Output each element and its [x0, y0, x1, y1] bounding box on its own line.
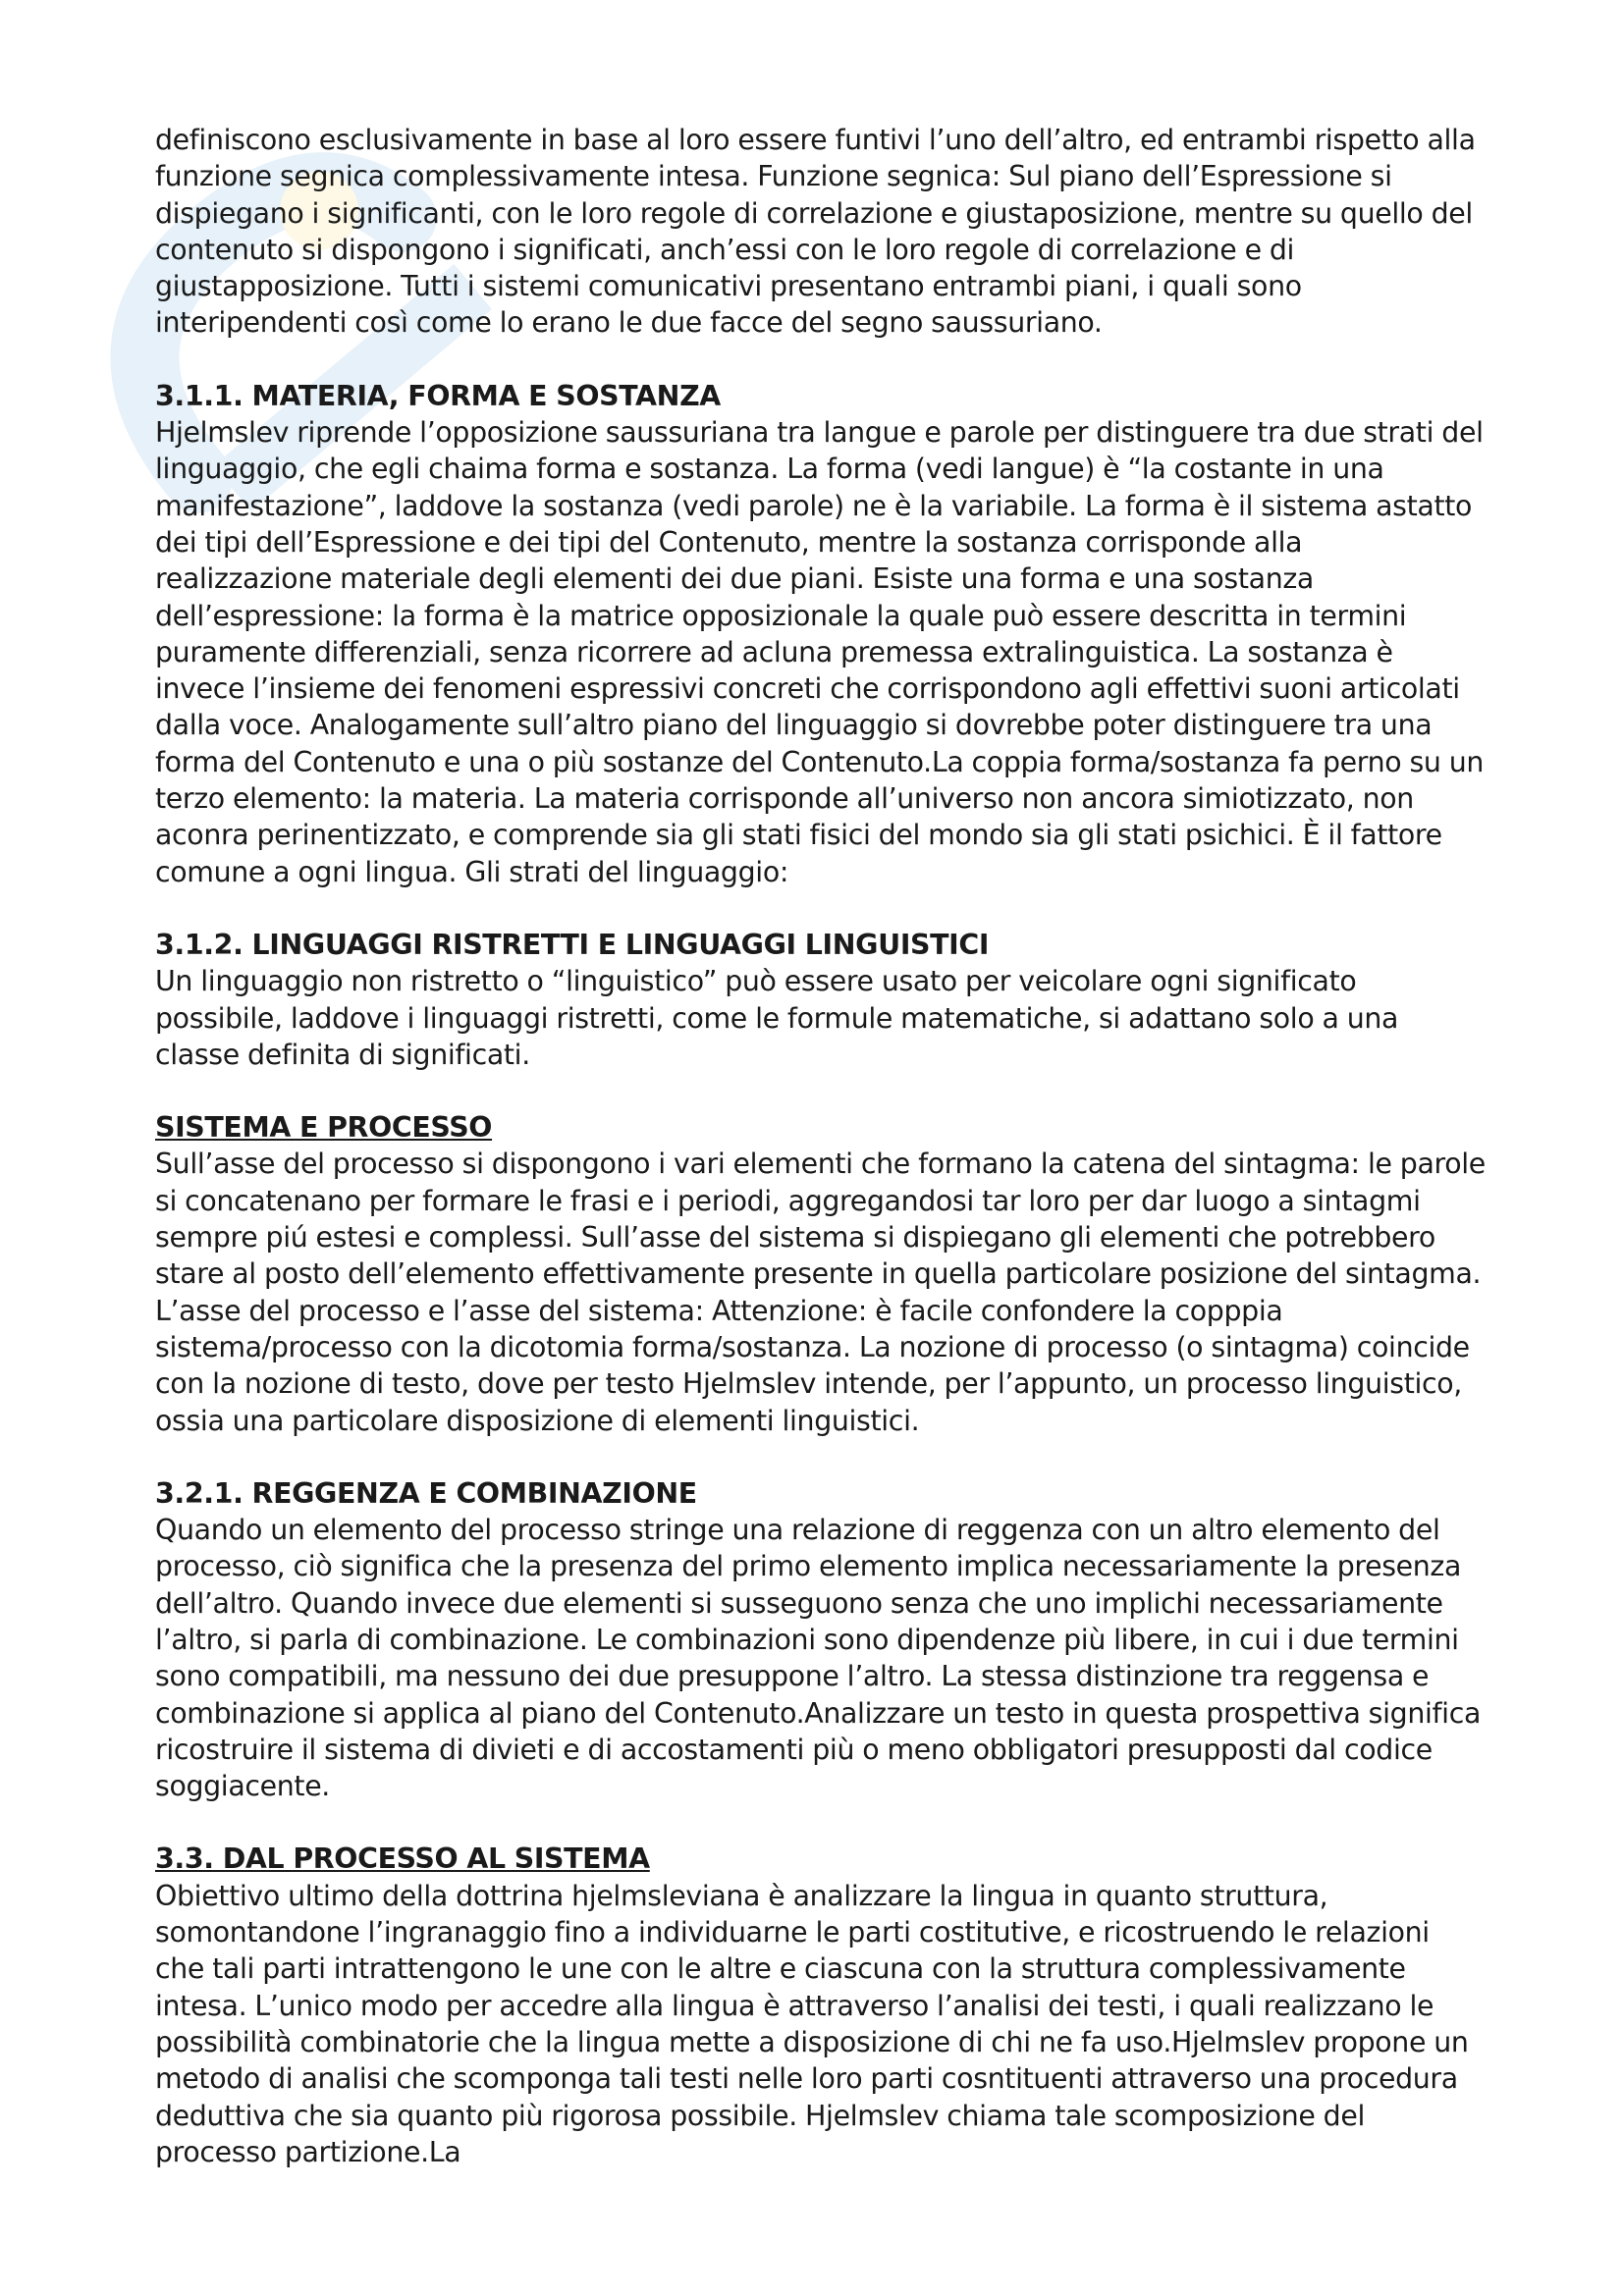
heading-materia-forma-sostanza: 3.1.1. MATERIA, FORMA E SOSTANZA	[155, 379, 721, 412]
paragraph-sistema-processo: Sull’asse del processo si dispongono i vari elementi che formano la catena del sintagma: le parole si concatenano per formare le frasi e i periodi, aggregandosi tar loro per dar luogo a sintagmi sempre piú estesi e complessi. Sull’asse del sistema si dispiegano gli elementi che potrebbero stare al posto dell’elemento effettivamente presente in quella particolare posizione del sintagma. L’asse del processo e l’asse del sistema: Attenzione: è facile confondere la copppia sistema/processo con la dicotomia forma/sostanza. La nozione di processo (o sintagma) coincide con la nozione di testo, dove per testo Hjelmslev intende, per l’appunto, un processo linguistico, ossia una particolare disposizione di elementi linguistici.	[155, 1148, 1486, 1437]
paragraph-intro: definiscono esclusivamente in base al loro essere funtivi l’uno dell’altro, ed entrambi rispetto alla funzione segnica complessivamente intesa. Funzione segnica: Sul piano dell’Espressione si dispiegano i significanti, con le loro regole di correlazione e giustaposizione, mentre su quello del contenuto si dispongono i significati, anch’essi con le loro regole di correlazione e di giustapposizione. Tutti i sistemi comunicativi presentano entrambi piani, i quali sono interipendenti così come lo erano le due facce del segno saussuriano.	[155, 124, 1476, 340]
document-page	[155, 122, 1486, 2170]
paragraph-reggenza-combinazione: Quando un elemento del processo stringe una relazione di reggenza con un altro elemento del processo, ciò significa che la presenza del primo elemento implica necessariamente la presenza dell’altro. Quando invece due elementi si susseguono senza che uno implichi necessariamente l’altro, si parla di combinazione. Le combinazioni sono dipendenze più libere, in cui i due termini sono compatibili, ma nessuno dei due presuppone l’altro. La stessa distinzione tra reggensa e combinazione si applica al piano del Contenuto.Analizzare un testo in questa prospettiva significa ricostruire il sistema di divieti e di accostamenti più o meno obbligatori presupposti dal codice soggiacente.	[155, 1514, 1481, 1803]
heading-reggenza-combinazione: 3.2.1. REGGENZA E COMBINAZIONE	[155, 1476, 697, 1510]
paragraph-linguaggi-ristretti: Un linguaggio non ristretto o “linguistico” può essere usato per veicolare ogni significato possibile, laddove i linguaggi ristretti, come le formule matematiche, si adattano solo a una classe definita di significati.	[155, 965, 1399, 1071]
paragraph-materia-forma-sostanza: Hjelmslev riprende l’opposizione saussuriana tra langue e parole per distinguere tra due strati del linguaggio, che egli chaima forma e sostanza. La forma (vedi langue) è “la costante in una manifestazione”, laddove la sostanza (vedi parole) ne è la variabile. La forma è il sistema astatto dei tipi dell’Espressione e dei tipi del Contenuto, mentre la sostanza corrisponde alla realizzazione materiale degli elementi dei due piani. Esiste una forma e una sostanza dell’espressione: la forma è la matrice opposizionale la quale può essere descritta in termini puramente differenziali, senza ricorrere ad acluna premessa extralinguistica. La sostanza è invece l’insieme dei fenomeni espressivi concreti che corrispondono agli effettivi suoni articolati dalla voce. Analogamente sull’altro piano del linguaggio si dovrebbe poter distinguere tra una forma del Contenuto e una o più sostanze del Contenuto.La coppia forma/sostanza fa perno su un terzo elemento: la materia. La materia corrisponde all’universo non ancora simiotizzato, non aconra perinentizzato, e comprende sia gli stati fisici del mondo sia gli stati psichici. È il fattore comune a ogni lingua. Gli strati del linguaggio:	[155, 416, 1485, 888]
heading-sistema-processo: SISTEMA E PROCESSO	[155, 1111, 493, 1145]
heading-processo-sistema: 3.3. DAL PROCESSO AL SISTEMA	[155, 1842, 650, 1876]
paragraph-processo-sistema: Obiettivo ultimo della dottrina hjelmsleviana è analizzare la lingua in quanto struttura, somontandone l’ingranaggio fino a individuarne le parti costitutive, e ricostruendo le relazioni che tali parti intrattengono le une con le altre e ciascuna con la struttura complessivamente intesa. L’unico modo per accedre alla lingua è attraverso l’analisi dei testi, i quali realizzano le possibilità combinatorie che la lingua mette a disposizione di chi ne fa uso.Hjelmslev propone un metodo di analisi che scomponga tali testi nelle loro parti cosntituenti attraverso una procedura deduttiva che sia quanto più rigorosa possibile. Hjelmslev chiama tale scomposizione del processo partizione.La	[155, 1879, 1469, 2168]
heading-linguaggi-ristretti: 3.1.2. LINGUAGGI RISTRETTI E LINGUAGGI LINGUISTICI	[155, 928, 990, 961]
